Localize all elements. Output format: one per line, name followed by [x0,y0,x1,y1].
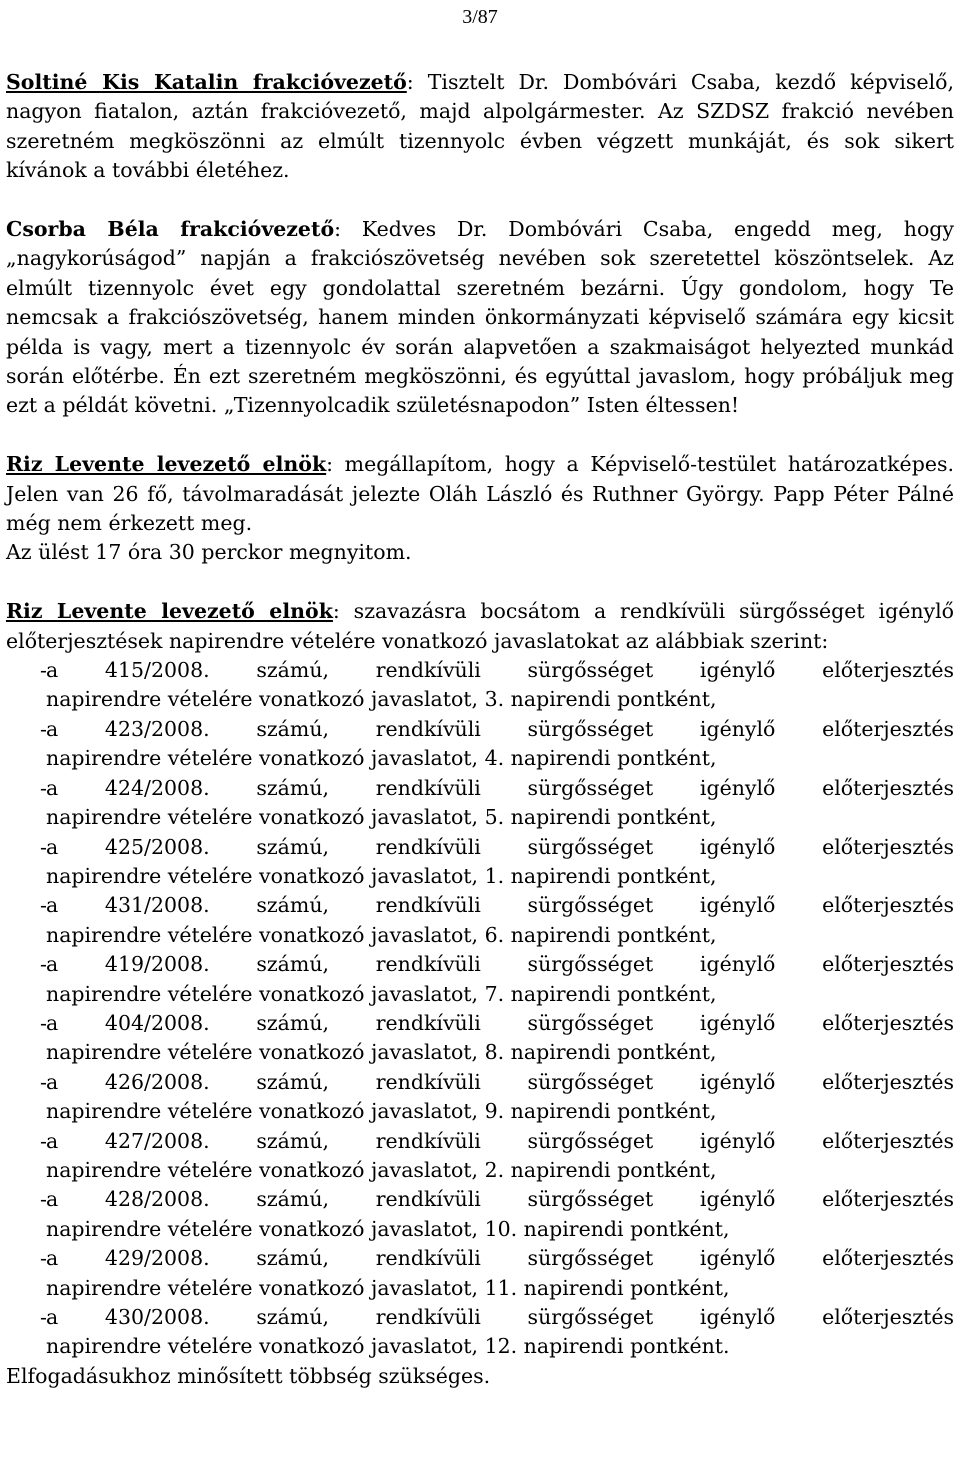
agenda-list [6,656,954,1362]
paragraph-opening: Az ülést 17 óra 30 perckor megnyitom. [6,540,412,565]
speaker-name: Csorba Béla frakcióvezető [6,217,335,242]
list-item [6,1068,954,1127]
list-item-line: a 423/2008. számú, rendkívüli sürgősséget igénylő előterjesztés [46,716,954,741]
list-item-line: a 428/2008. számú, rendkívüli sürgősséget igénylő előterjesztés [46,1187,954,1212]
list-item [6,950,954,1009]
list-item-body [46,1068,954,1127]
list-item [6,1009,954,1068]
paragraph-csorba [6,215,954,421]
list-dash: - [40,834,47,859]
speaker-name: Riz Levente levezető elnök [6,452,327,477]
speaker-name: Riz Levente levezető elnök [6,599,333,624]
list-item-line: a 415/2008. számú, rendkívüli sürgősséget igénylő előterjesztés [46,658,954,683]
list-dash: - [40,1246,47,1271]
paragraph-riz-2 [6,597,954,656]
list-dash: - [40,658,47,683]
list-item [6,774,954,833]
list-item-line: napirendre vételére vonatkozó javaslatot, 7. napirendi pontként, [46,981,717,1006]
list-dash: - [40,893,47,918]
list-item-line: a 419/2008. számú, rendkívüli sürgősséget igénylő előterjesztés [46,952,954,977]
list-dash: - [40,1305,47,1330]
list-item-line: napirendre vételére vonatkozó javaslatot, 10. napirendi pontként, [46,1216,730,1241]
list-item [6,1244,954,1303]
paragraph-text: : megállapítom, hogy a Képviselő-testület határozatképes. Jelen van 26 fő, távolmaradását jelezte Oláh László és Ruthner György. Papp Péter Pálné még nem érkezett meg. [6,452,954,536]
closing-text: Elfogadásukhoz minősített többség szükséges. [6,1363,491,1388]
list-item-line: napirendre vételére vonatkozó javaslatot, 2. napirendi pontként, [46,1157,717,1182]
list-item [6,833,954,892]
list-item [6,656,954,715]
list-item-body [46,950,954,1009]
list-dash: - [40,1187,47,1212]
list-dash: - [40,1128,47,1153]
list-item-line: a 425/2008. számú, rendkívüli sürgősséget igénylő előterjesztés [46,834,954,859]
list-item-line: a 429/2008. számú, rendkívüli sürgősséget igénylő előterjesztés [46,1246,954,1271]
list-item-line: napirendre vételére vonatkozó javaslatot, 1. napirendi pontként, [46,863,717,888]
list-item-line: a 404/2008. számú, rendkívüli sürgősséget igénylő előterjesztés [46,1010,954,1035]
paragraph-text: : Tisztelt Dr. Dombóvári Csaba, kezdő képviselő, nagyon fiatalon, aztán frakcióvezető, majd alpolgármester. Az SZDSZ frakció nevében szeretném megköszönni az elmúlt tizennyolc évben végzett munkáját, és sok sikert kívánok a további életéhez. [6,70,954,183]
list-item-body [46,774,954,833]
paragraph-text: : szavazásra bocsátom a rendkívüli sürgősséget igénylő előterjesztések napirendre vételére vonatkozó javaslatokat az alábbiak szerint: [6,599,955,653]
list-item-body [46,1127,954,1186]
paragraph-soltine [6,68,954,186]
list-item-body [46,715,954,774]
list-item-line: a 430/2008. számú, rendkívüli sürgősséget igénylő előterjesztés [46,1305,954,1330]
list-item-line: napirendre vételére vonatkozó javaslatot, 6. napirendi pontként, [46,922,717,947]
list-dash: - [40,952,47,977]
list-item [6,1185,954,1244]
list-item-body [46,891,954,950]
page-number: 3/87 [462,6,498,28]
paragraph-text: : Kedves Dr. Dombóvári Csaba, engedd meg, hogy „nagykorúságod” napján a frakciószövetség nevében sok szeretettel köszöntselek. Az elmúlt tizennyolc évet egy gondolattal szeretném bezárni. Úgy gondolom, hogy Te nemcsak a frakciószövetség, hanem minden önkormányzati képviselő számára egy kicsit példa is vagy, mert a tizennyolc év során alapvetően a szakmaiságot helyezted munkád során előtérbe. Én ezt szeretném megköszönni, és egyúttal javaslom, hogy próbáljuk meg ezt a példát követni. „Tizennyolcadik születésnapodon” Isten éltessen! [6,217,954,418]
list-item-line: napirendre vételére vonatkozó javaslatot, 4. napirendi pontként, [46,746,717,771]
list-item-body [46,1303,954,1362]
list-item [6,1303,954,1362]
list-dash: - [40,775,47,800]
list-item-body [46,833,954,892]
list-dash: - [40,1069,47,1094]
list-item-line: napirendre vételére vonatkozó javaslatot, 5. napirendi pontként, [46,805,717,830]
list-item-line: napirendre vételére vonatkozó javaslatot, 9. napirendi pontként, [46,1099,717,1124]
list-item-body [46,1009,954,1068]
list-item [6,1127,954,1186]
list-item-body [46,1185,954,1244]
list-item-line: a 431/2008. számú, rendkívüli sürgősséget igénylő előterjesztés [46,893,954,918]
list-dash: - [40,1010,47,1035]
list-item-body [46,1244,954,1303]
list-item-line: a 427/2008. számú, rendkívüli sürgősséget igénylő előterjesztés [46,1128,954,1153]
document-body [6,68,954,1391]
list-item-line: a 426/2008. számú, rendkívüli sürgősséget igénylő előterjesztés [46,1069,954,1094]
list-item-line: napirendre vételére vonatkozó javaslatot, 8. napirendi pontként, [46,1040,717,1065]
list-item-line: a 424/2008. számú, rendkívüli sürgősséget igénylő előterjesztés [46,775,954,800]
paragraph-riz-1 [6,450,954,538]
list-item-line: napirendre vételére vonatkozó javaslatot, 12. napirendi pontként. [46,1334,730,1359]
list-dash: - [40,716,47,741]
list-item-line: napirendre vételére vonatkozó javaslatot, 3. napirendi pontként, [46,687,717,712]
list-item-body [46,656,954,715]
list-item [6,715,954,774]
list-item [6,891,954,950]
list-item-line: napirendre vételére vonatkozó javaslatot, 11. napirendi pontként, [46,1275,730,1300]
speaker-name: Soltiné Kis Katalin frakcióvezető [6,70,407,94]
